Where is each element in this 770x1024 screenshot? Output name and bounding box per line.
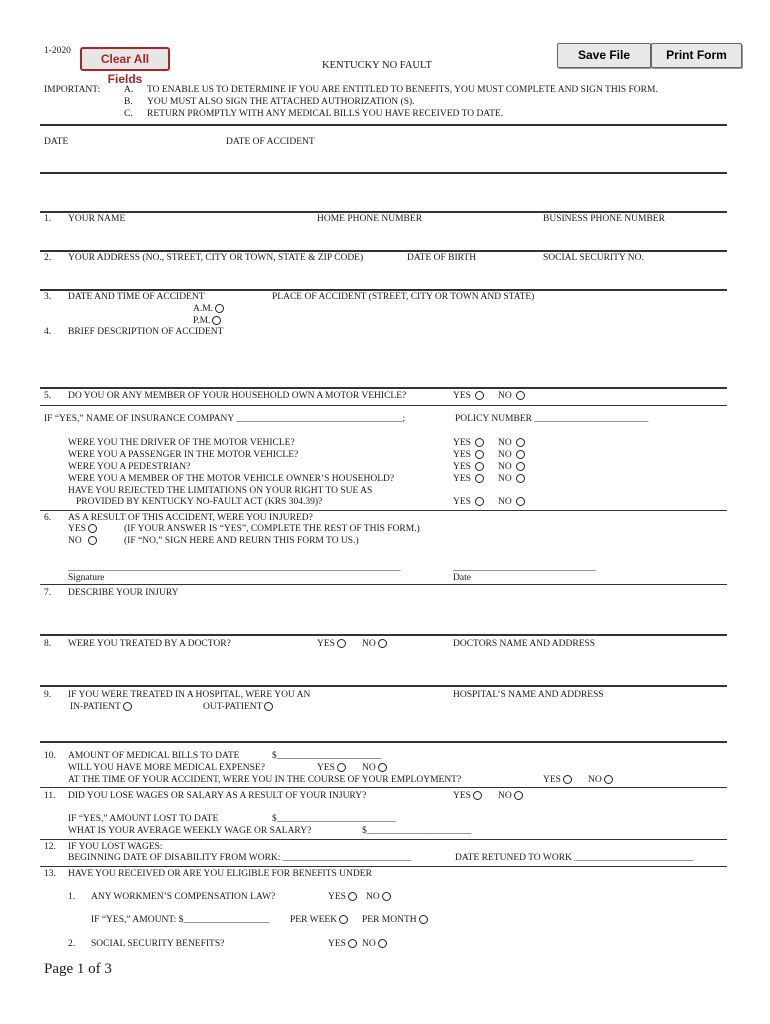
section-number: 9. [44,690,52,700]
injured-yes-note: (IF YOUR ANSWER IS “YES”, COMPLETE THE REST OF THIS FORM.) [124,524,420,534]
section-number: 11. [44,791,56,801]
own-vehicle-question: DO YOU OR ANY MEMBER OF YOUR HOUSEHOLD OWN A MOTOR VEHICLE? [68,391,407,401]
yes-label: YES [453,450,471,460]
yes-label: YES [453,391,471,401]
instruction-letter: A. [124,85,134,95]
no-label: NO [498,391,512,401]
social-security-question: SOCIAL SECURITY BENEFITS? [91,939,225,949]
injured-no-note: (IF “NO,” SIGN HERE AND REURN THIS FORM TO US.) [124,536,359,546]
driver-question: WERE YOU THE DRIVER OF THE MOTOR VEHICLE? [68,438,295,448]
print-form-button[interactable]: Print Form [651,43,742,68]
signature-line[interactable]: ______________________________________________________________________ [68,563,401,573]
no-radio[interactable] [516,497,525,506]
divider [40,685,727,687]
injured-yes[interactable] [68,524,97,534]
page-number: Page 1 of 3 [44,961,112,977]
divider [40,289,727,291]
section-number: 3. [44,292,52,302]
lost-wages-question: DID YOU LOSE WAGES OR SALARY AS A RESULT OF YOUR INJURY? [68,791,367,801]
describe-injury-field[interactable]: DESCRIBE YOUR INJURY [68,588,179,598]
section-number: 8. [44,639,52,649]
outpatient-option[interactable] [203,702,273,712]
am-label: A.M. [193,304,214,314]
yes-label: YES [317,763,335,773]
divider [40,787,727,788]
no-radio[interactable] [514,791,523,800]
no-label: NO [68,536,82,546]
driver-yes[interactable] [453,438,484,448]
pm-option[interactable] [193,316,221,326]
divider [40,510,727,511]
household-yes[interactable] [453,474,484,484]
section-number: 12. [44,842,56,852]
ssn-field[interactable]: SOCIAL SECURITY NO. [543,253,644,263]
more-expense-question: WILL YOU HAVE MORE MEDICAL EXPENSE? [68,763,265,773]
divider [40,741,727,743]
divider [40,172,727,174]
yes-label: YES [453,438,471,448]
doctor-yes[interactable] [317,639,346,649]
section-number: 10. [44,751,56,761]
doctor-question: WERE YOU TREATED BY A DOCTOR? [68,639,231,649]
instruction-text: RETURN PROMPTLY WITH ANY MEDICAL BILLS YOU HAVE RECEIVED TO DATE. [147,109,504,119]
form-code: 1-2020 [44,46,71,56]
divider [40,387,727,389]
yes-radio[interactable] [475,462,484,471]
medical-bills-label: AMOUNT OF MEDICAL BILLS TO DATE [68,751,240,761]
divider [40,211,727,213]
form-title: KENTUCKY NO FAULT [322,60,432,71]
passenger-no[interactable] [498,450,525,460]
section-number: 13. [44,869,56,879]
pedestrian-yes[interactable] [453,462,484,472]
date-label: DATE [44,137,69,147]
save-file-button[interactable]: Save File [557,43,651,68]
rejected-yes[interactable] [453,497,484,507]
yes-label: YES [328,939,346,949]
more-expense-yes[interactable] [317,763,346,773]
passenger-question: WERE YOU A PASSENGER IN THE MOTOR VEHICLE? [68,450,299,460]
yes-radio[interactable] [475,450,484,459]
social-security-no[interactable] [362,939,387,949]
divider [40,250,727,252]
hospital-name-address-field[interactable]: HOSPITAL’S NAME AND ADDRESS [453,690,604,700]
outpatient-label: OUT-PATIENT [203,702,263,712]
disability-begin-field[interactable]: BEGINNING DATE OF DISABILITY FROM WORK: ___________________________ [68,853,412,863]
item-number: 1. [68,892,76,902]
section-number: 4. [44,327,52,337]
clear-all-fields-button[interactable]: Clear All Fields [80,47,170,71]
yes-label: YES [453,462,471,472]
yes-radio[interactable] [337,763,346,772]
lost-wages-title: IF YOU LOST WAGES: [68,842,163,852]
inpatient-radio[interactable] [123,702,132,711]
driver-no[interactable] [498,438,525,448]
doctor-no[interactable] [362,639,387,649]
instruction-text: TO ENABLE US TO DETERMINE IF YOU ARE ENTITLED TO BENEFITS, YOU MUST COMPLETE AND SIGN THIS FORM. [147,85,658,95]
more-expense-no[interactable] [362,763,387,773]
employment-question: AT THE TIME OF YOUR ACCIDENT, WERE YOU IN THE COURSE OF YOUR EMPLOYMENT? [68,775,462,785]
workmens-comp-question: ANY WORKMEN’S COMPENSATION LAW? [91,892,276,902]
no-radio[interactable] [516,474,525,483]
instruction-text: YOU MUST ALSO SIGN THE ATTACHED AUTHORIZATION (S). [147,97,415,107]
no-radio[interactable] [516,438,525,447]
no-label: NO [588,775,602,785]
accident-place-field[interactable]: PLACE OF ACCIDENT (STREET, CITY OR TOWN AND STATE) [272,292,535,302]
no-label: NO [498,462,512,472]
injured-no[interactable] [68,536,97,546]
per-month-radio[interactable] [419,915,428,924]
rejected-limitations-question: HAVE YOU REJECTED THE LIMITATIONS ON YOUR RIGHT TO SUE AS [68,486,373,496]
section-number: 7. [44,588,52,598]
instruction-letter: C. [124,109,133,119]
workmens-comp-no[interactable] [366,892,391,902]
section-number: 5. [44,391,52,401]
business-phone-field[interactable]: BUSINESS PHONE NUMBER [543,214,665,224]
no-radio[interactable] [378,639,387,648]
section-number: 2. [44,253,52,263]
yes-label: YES [453,791,471,801]
date-of-birth-field[interactable]: DATE OF BIRTH [407,253,477,263]
own-vehicle-no[interactable] [498,391,525,401]
divider [40,405,727,406]
inpatient-option[interactable] [70,702,132,712]
no-label: NO [498,497,512,507]
no-label: NO [366,892,380,902]
policy-number-field[interactable]: POLICY NUMBER ________________________ [455,414,649,424]
yes-label: YES [453,497,471,507]
yes-radio[interactable] [563,775,572,784]
hospital-question: IF YOU WERE TREATED IN A HOSPITAL, WERE YOU AN [68,690,311,700]
yes-radio[interactable] [475,497,484,506]
household-question: WERE YOU A MEMBER OF THE MOTOR VEHICLE OWNER’S HOUSEHOLD? [68,474,395,484]
employment-yes[interactable] [543,775,572,785]
per-week-option[interactable] [290,915,348,925]
no-label: NO [362,763,376,773]
am-option[interactable] [193,304,224,314]
yes-radio[interactable] [475,391,484,400]
yes-radio[interactable] [473,791,482,800]
no-radio[interactable] [382,892,391,901]
date-of-accident-label: DATE OF ACCIDENT [226,137,315,147]
per-week-label: PER WEEK [290,915,338,925]
home-phone-field[interactable]: HOME PHONE NUMBER [317,214,423,224]
no-label: NO [498,450,512,460]
yes-radio[interactable] [475,474,484,483]
divider [40,866,727,867]
inpatient-label: IN-PATIENT [70,702,121,712]
lost-wages-no[interactable] [498,791,523,801]
section-number: 1. [44,214,52,224]
no-radio[interactable] [516,391,525,400]
no-label: NO [362,939,376,949]
no-radio[interactable] [516,450,525,459]
divider [40,124,727,126]
date-returned-field[interactable]: DATE RETUNED TO WORK _________________________ [455,853,694,863]
medical-bills-field[interactable]: $______________________ [272,751,382,761]
outpatient-radio[interactable] [264,702,273,711]
insurance-company-field[interactable]: IF “YES,” NAME OF INSURANCE COMPANY ___________________________________; [44,414,406,424]
no-radio[interactable] [378,939,387,948]
workmens-comp-yes[interactable] [328,892,357,902]
yes-radio[interactable] [88,524,97,533]
yes-label: YES [543,775,561,785]
section-number: 6. [44,513,52,523]
amount-lost-label: IF “YES,” AMOUNT LOST TO DATE [68,814,219,824]
address-field[interactable]: YOUR ADDRESS (NO., STREET, CITY OR TOWN, STATE & ZIP CODE) [68,253,364,263]
instruction-letter: B. [124,97,133,107]
comp-amount-field[interactable]: IF “YES,” AMOUNT: $__________________ [91,915,269,925]
employment-no[interactable] [588,775,613,785]
am-radio[interactable] [215,304,224,313]
yes-radio[interactable] [348,892,357,901]
weekly-wage-field[interactable]: $______________________ [362,826,472,836]
your-name-field[interactable]: YOUR NAME [68,214,126,224]
weekly-wage-label: WHAT IS YOUR AVERAGE WEEKLY WAGE OR SALARY? [68,826,312,836]
accident-description-field[interactable]: BRIEF DESCRIPTION OF ACCIDENT [68,327,224,337]
accident-datetime-field[interactable]: DATE AND TIME OF ACCIDENT [68,292,205,302]
signature-label: Signature [68,573,105,583]
rejected-limitations-question-cont: PROVIDED BY KENTUCKY NO-FAULT ACT (KRS 304.39)? [76,497,323,507]
divider [40,584,727,585]
no-label: NO [498,791,512,801]
amount-lost-field[interactable]: $_________________________ [272,814,396,824]
pm-label: P.M. [193,316,211,326]
rejected-no[interactable] [498,497,525,507]
lost-wages-yes[interactable] [453,791,482,801]
no-label: NO [362,639,376,649]
item-number: 2. [68,939,76,949]
yes-radio[interactable] [348,939,357,948]
date-label: Date [453,573,471,583]
no-label: NO [498,438,512,448]
no-radio[interactable] [88,536,97,545]
yes-radio[interactable] [475,438,484,447]
no-radio[interactable] [604,775,613,784]
yes-label: YES [328,892,346,902]
benefits-question: HAVE YOU RECEIVED OR ARE YOU ELIGIBLE FOR BENEFITS UNDER [68,869,372,879]
important-label: IMPORTANT: [44,85,101,95]
pedestrian-no[interactable] [498,462,525,472]
per-month-option[interactable] [362,915,428,925]
yes-radio[interactable] [337,639,346,648]
injured-question: AS A RESULT OF THIS ACCIDENT, WERE YOU INJURED? [68,513,313,523]
yes-label: YES [453,474,471,484]
divider [40,839,727,840]
per-week-radio[interactable] [339,915,348,924]
no-radio[interactable] [378,763,387,772]
no-radio[interactable] [516,462,525,471]
divider [40,634,727,636]
date-line[interactable]: ______________________________ [453,563,596,573]
household-no[interactable] [498,474,525,484]
passenger-yes[interactable] [453,450,484,460]
per-month-label: PER MONTH [362,915,417,925]
doctor-name-address-field[interactable]: DOCTORS NAME AND ADDRESS [453,639,596,649]
pedestrian-question: WERE YOU A PEDESTRIAN? [68,462,191,472]
social-security-yes[interactable] [328,939,357,949]
yes-label: YES [317,639,335,649]
pm-radio[interactable] [212,316,221,325]
no-label: NO [498,474,512,484]
own-vehicle-yes[interactable] [453,391,484,401]
yes-label: YES [68,524,86,534]
